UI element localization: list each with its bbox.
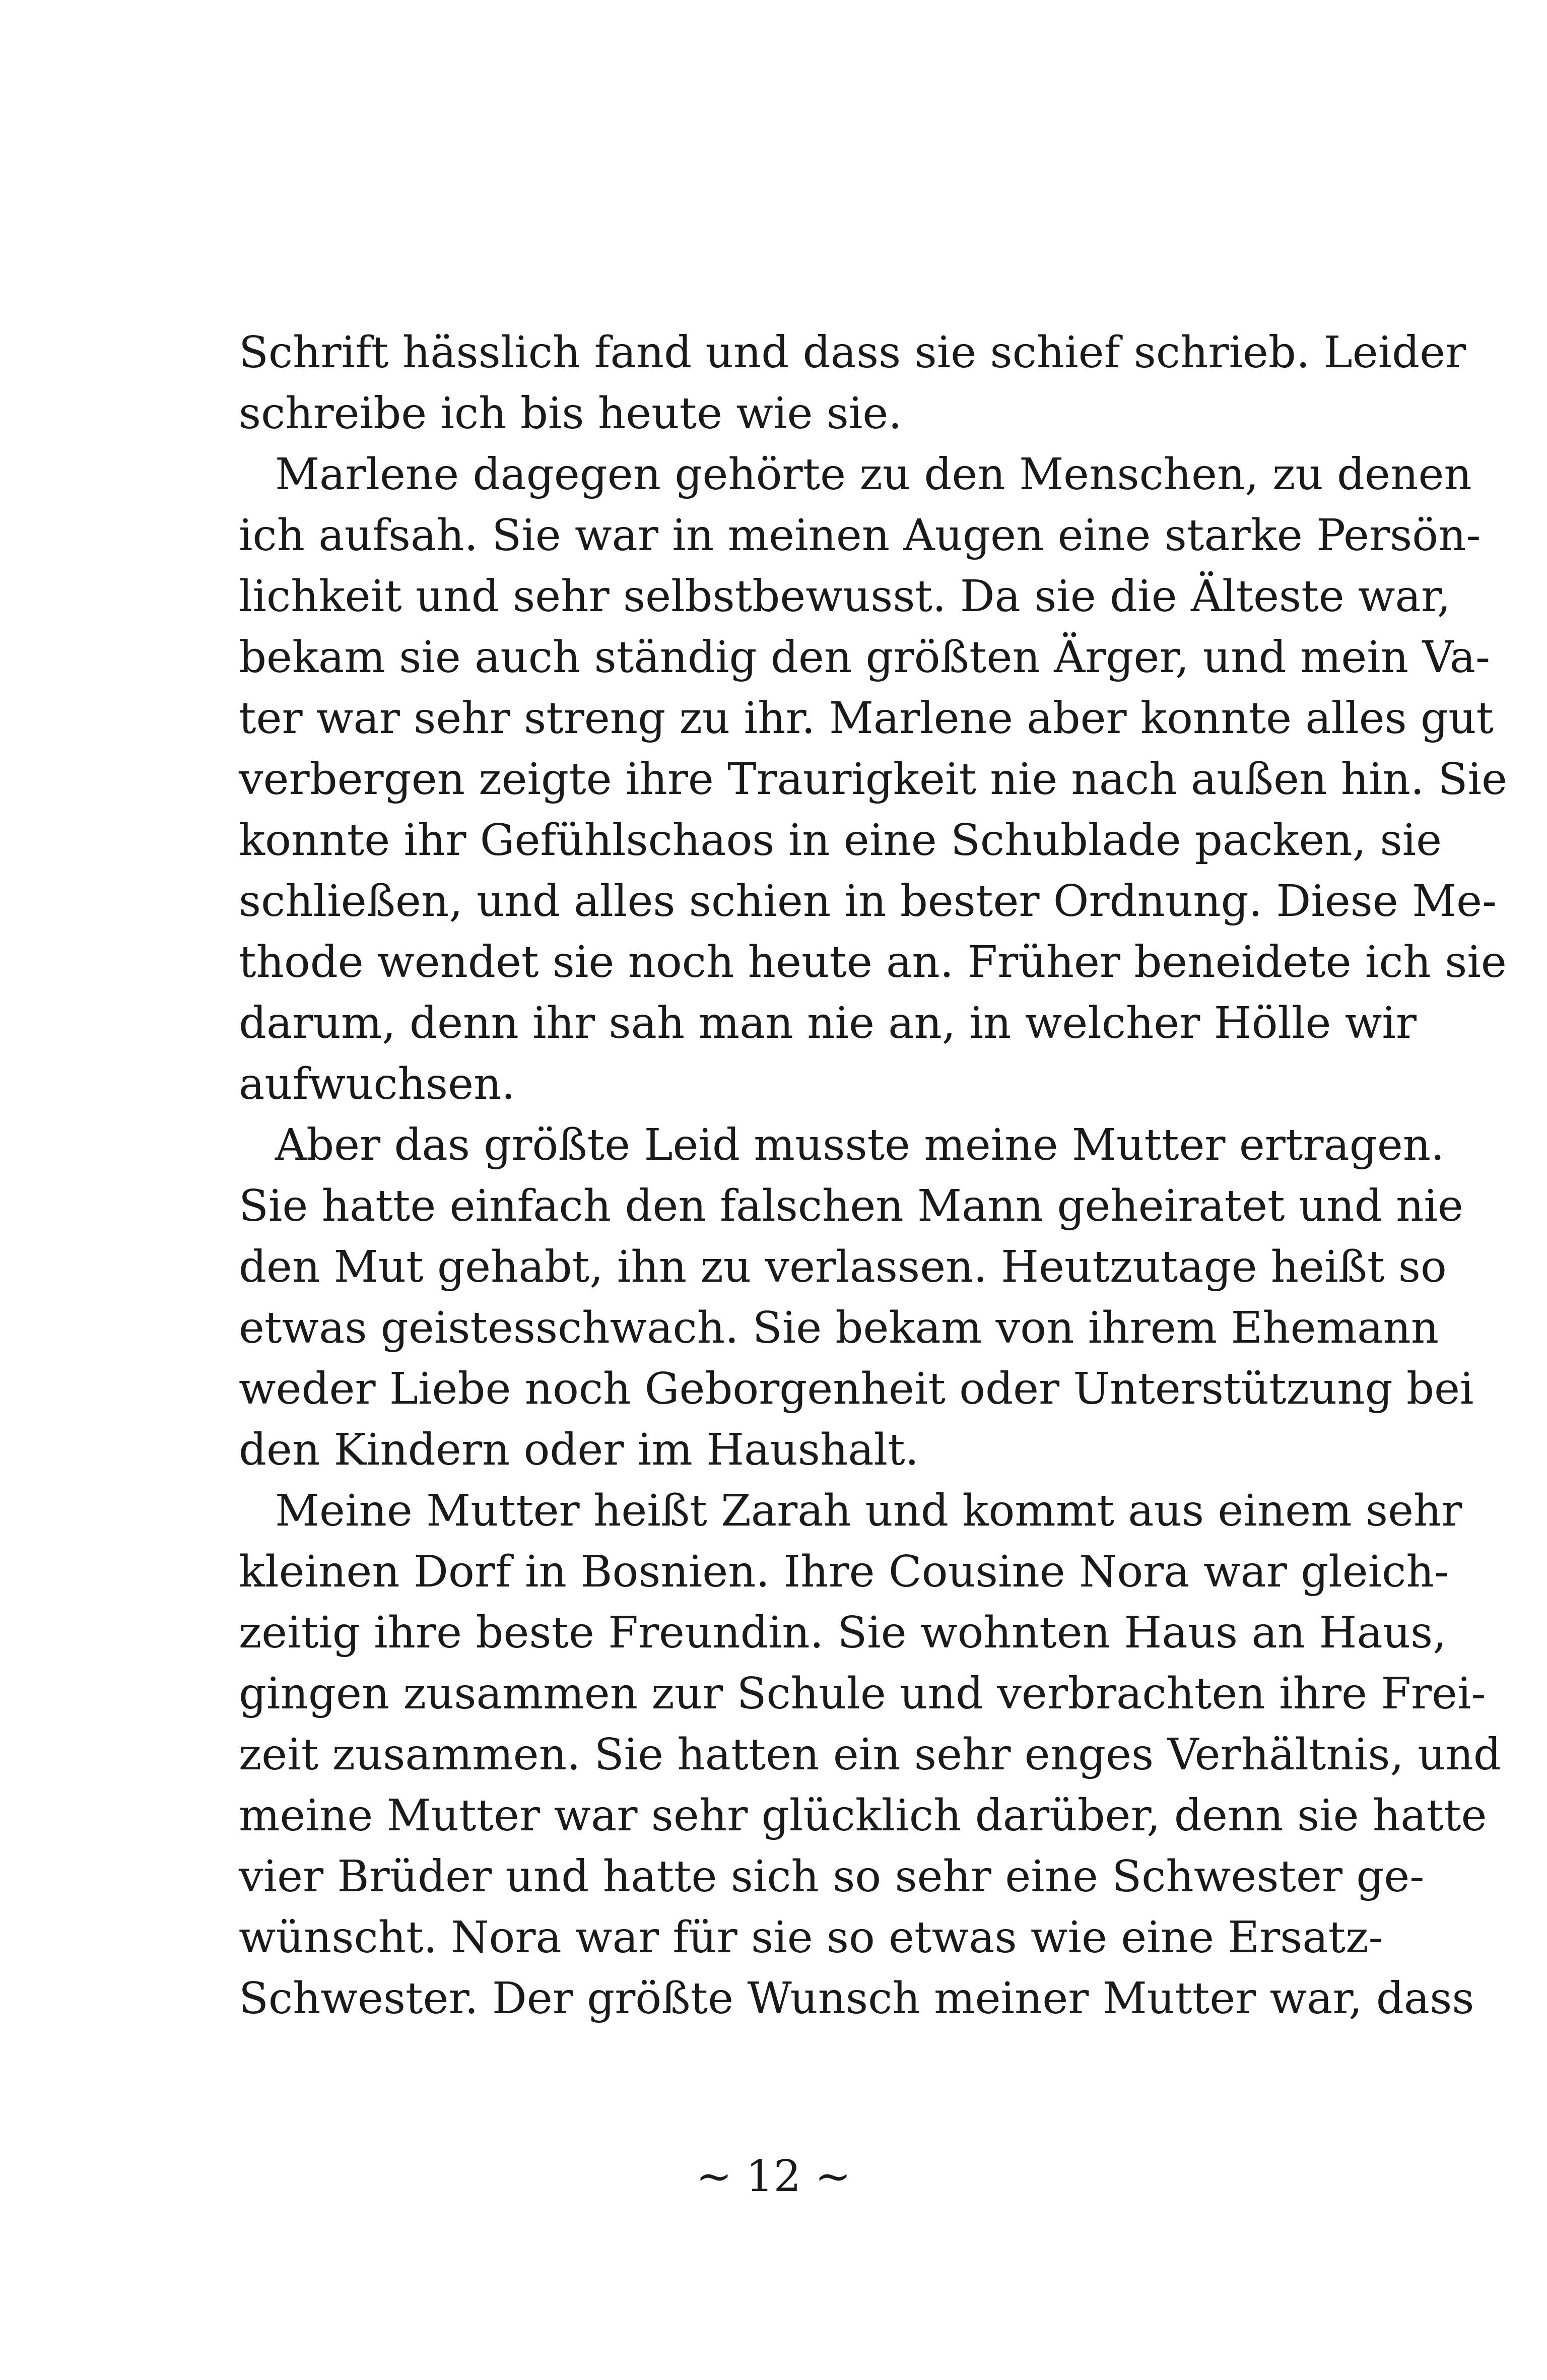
text-line: Schwester. Der größte Wunsch meiner Mutter war, dass bbox=[239, 1973, 1474, 2024]
text-line: Aber das größte Leid musste meine Mutter ertragen. bbox=[275, 1120, 1445, 1170]
text-line: schreibe ich bis heute wie sie. bbox=[239, 388, 902, 439]
page-number: ~ 12 ~ bbox=[696, 2151, 851, 2202]
text-line: den Mut gehabt, ihn zu verlassen. Heutzutage heißt so bbox=[239, 1242, 1447, 1292]
text-line: konnte ihr Gefühlschaos in eine Schublade packen, sie bbox=[239, 815, 1442, 866]
text-line: kleinen Dorf in Bosnien. Ihre Cousine Nora war gleich- bbox=[239, 1547, 1449, 1597]
text-line: schließen, und alles schien in bester Ordnung. Diese Me- bbox=[239, 876, 1497, 927]
text-line: Schrift hässlich fand und dass sie schief schrieb. Leider bbox=[239, 327, 1466, 378]
text-line: wünscht. Nora war für sie so etwas wie eine Ersatz- bbox=[239, 1912, 1383, 1963]
text-line: ich aufsah. Sie war in meinen Augen eine starke Persön- bbox=[239, 510, 1481, 561]
text-line: Meine Mutter heißt Zarah und kommt aus einem sehr bbox=[275, 1486, 1462, 1536]
text-line: etwas geistesschwach. Sie bekam von ihrem Ehemann bbox=[239, 1303, 1439, 1353]
text-line: aufwuchsen. bbox=[239, 1059, 515, 1109]
text-line: den Kindern oder im Haushalt. bbox=[239, 1425, 919, 1475]
text-line: verbergen zeigte ihre Traurigkeit nie nach außen hin. Sie bbox=[239, 754, 1507, 805]
text-line: weder Liebe noch Geborgenheit oder Unterstützung bei bbox=[239, 1364, 1474, 1414]
text-line: lichkeit und sehr selbstbewusst. Da sie die Älteste war, bbox=[239, 571, 1451, 622]
text-line: bekam sie auch ständig den größten Ärger, und mein Va- bbox=[239, 632, 1491, 683]
text-line: meine Mutter war sehr glücklich darüber, denn sie hatte bbox=[239, 1791, 1487, 1841]
text-line: zeitig ihre beste Freundin. Sie wohnten Haus an Haus, bbox=[239, 1608, 1447, 1658]
text-line: ter war sehr streng zu ihr. Marlene aber konnte alles gut bbox=[239, 693, 1494, 744]
text-line: Marlene dagegen gehörte zu den Menschen, zu denen bbox=[275, 449, 1472, 500]
text-line: darum, denn ihr sah man nie an, in welcher Hölle wir bbox=[239, 998, 1417, 1048]
body-text bbox=[239, 322, 1507, 2029]
text-line: zeit zusammen. Sie hatten ein sehr enges Verhältnis, und bbox=[239, 1730, 1501, 1780]
text-line: gingen zusammen zur Schule und verbrachten ihre Frei- bbox=[239, 1669, 1486, 1719]
text-line: thode wendet sie noch heute an. Früher beneidete ich sie bbox=[239, 937, 1507, 987]
text-line: vier Brüder und hatte sich so sehr eine Schwester ge- bbox=[239, 1852, 1425, 1902]
text-line: Sie hatte einfach den falschen Mann geheiratet und nie bbox=[239, 1181, 1463, 1231]
